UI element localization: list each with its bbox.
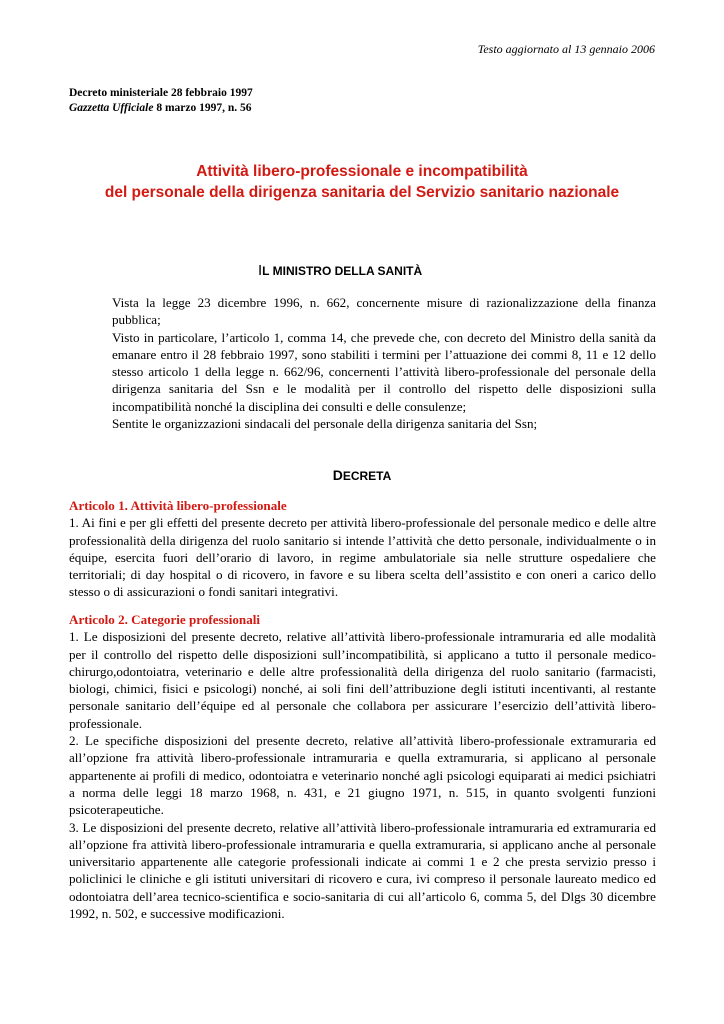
minister-heading-rest: L MINISTRO DELLA SANITÀ — [262, 264, 423, 278]
decree-reference — [69, 86, 253, 116]
gazette-line — [69, 101, 253, 116]
decreta-rest: ECRETA — [342, 469, 392, 483]
document-title — [0, 161, 724, 203]
decreta-heading — [0, 467, 724, 483]
decreta-initial: D — [332, 467, 343, 483]
preamble-paragraph: Vista la legge 23 dicembre 1996, n. 662, concernente misure di razionalizzazione della finanza pubblica; — [112, 295, 656, 328]
minister-heading-initial: I — [258, 262, 263, 279]
article-paragraph: 1. Le disposizioni del presente decreto, relative all’attività libero-professionale intramuraria ed alle modalità per il controllo del rispetto delle disposizioni sull’incompatibilità, si applicano a tutto il personale medico-chirurgo,odontoiatra, veterinario e delle altre professionalità della dirigenza del ruolo sanitario (farmacisti, biologi, chimici, fisici e psicologi) nonché, ai soli fini dell’attribuzione degli istituti incentivanti, al restante personale sanitario dell’équipe ed al personale che collabora per assicurare l’esercizio dell’attività libero-professionale. — [69, 629, 656, 731]
article-heading: Articolo 1. Attività libero-professionale — [69, 498, 287, 513]
article-paragraph: 1. Ai fini e per gli effetti del presente decreto per attività libero-professionale del personale medico e delle altre professionalità della dirigenza del ruolo sanitario si intende l’attività che detto personale, individualmente o in équipe, esercita fuori dell’orario di lavoro, in regime ambulatoriale sia nelle strutture ospedaliere che territoriali; di day hospital o di ricovero, in favore e su libera scelta dell’assistito e con oneri a carico dello stesso o di assicurazioni o fondi sanitari integrativi. — [69, 515, 656, 600]
preamble-paragraph: Sentite le organizzazioni sindacali del personale della dirigenza sanitaria del Ssn; — [112, 416, 538, 432]
minister-heading — [258, 262, 422, 279]
preamble — [112, 294, 656, 432]
gazette-details: 8 marzo 1997, n. 56 — [153, 102, 252, 114]
title-line-2: del personale della dirigenza sanitaria del Servizio sanitario nazionale — [104, 184, 620, 201]
article-paragraph: 3. Le disposizioni del presente decreto, relative all’attività libero-professionale intramuraria ed extramuraria ed all’opzione fra attività libero-professionale intramuraria e quella extramuraria, si applicano anche al personale universitario appartenente alle categorie professionali indicate ai commi 1 e 2 che presta servizio presso i policlinici le cliniche e gli istituti universitari di ricovero e cura, ivi compreso il personale laureato medico ed odontoiatra dell’area tecnico-scientifica e socio-sanitaria di cui all’articolo 6, comma 5, del Dlgs 30 dicembre 1992, n. 502, e successive modificazioni. — [69, 819, 656, 922]
title-line-1: Attività libero-professionale e incompatibilità — [196, 163, 528, 180]
article-2 — [69, 611, 656, 922]
gazette-name: Gazzetta Ufficiale — [69, 102, 154, 114]
article-paragraph: 2. Le specifiche disposizioni del presente decreto, relative all’attività libero-professionale extramuraria ed all’opzione fra attività libero-professionale intramuraria e quella extramuraria, si applicano al personale appartenente ai profili di medico, odontoiatra e veterinario nonché agli psicologi equiparati ai medici psichiatri a norma delle leggi 18 marzo 1968, n. 431, e 21 giugno 1971, n. 515, in quanto svolgenti funzioni psicoterapeutiche. — [69, 733, 656, 818]
article-1 — [69, 497, 656, 601]
update-note: Testo aggiornato al 13 gennaio 2006 — [477, 42, 655, 56]
article-heading: Articolo 2. Categorie professionali — [69, 612, 261, 627]
preamble-paragraph: Visto in particolare, l’articolo 1, comma 14, che prevede che, con decreto del Ministro della sanità da emanare entro il 28 febbraio 1997, sono stabiliti i termini per l’attuazione dei commi 8, 11 e 12 dello stesso articolo 1 della legge n. 662/96, concernenti l’attività libero-professionale del personale della dirigenza sanitaria del Ssn e le modalità per il controllo del rispetto delle disposizioni sulla incompatibilità nonché la disciplina dei consulti e delle consulenze; — [112, 329, 656, 414]
decree-line: Decreto ministeriale 28 febbraio 1997 — [69, 87, 253, 99]
